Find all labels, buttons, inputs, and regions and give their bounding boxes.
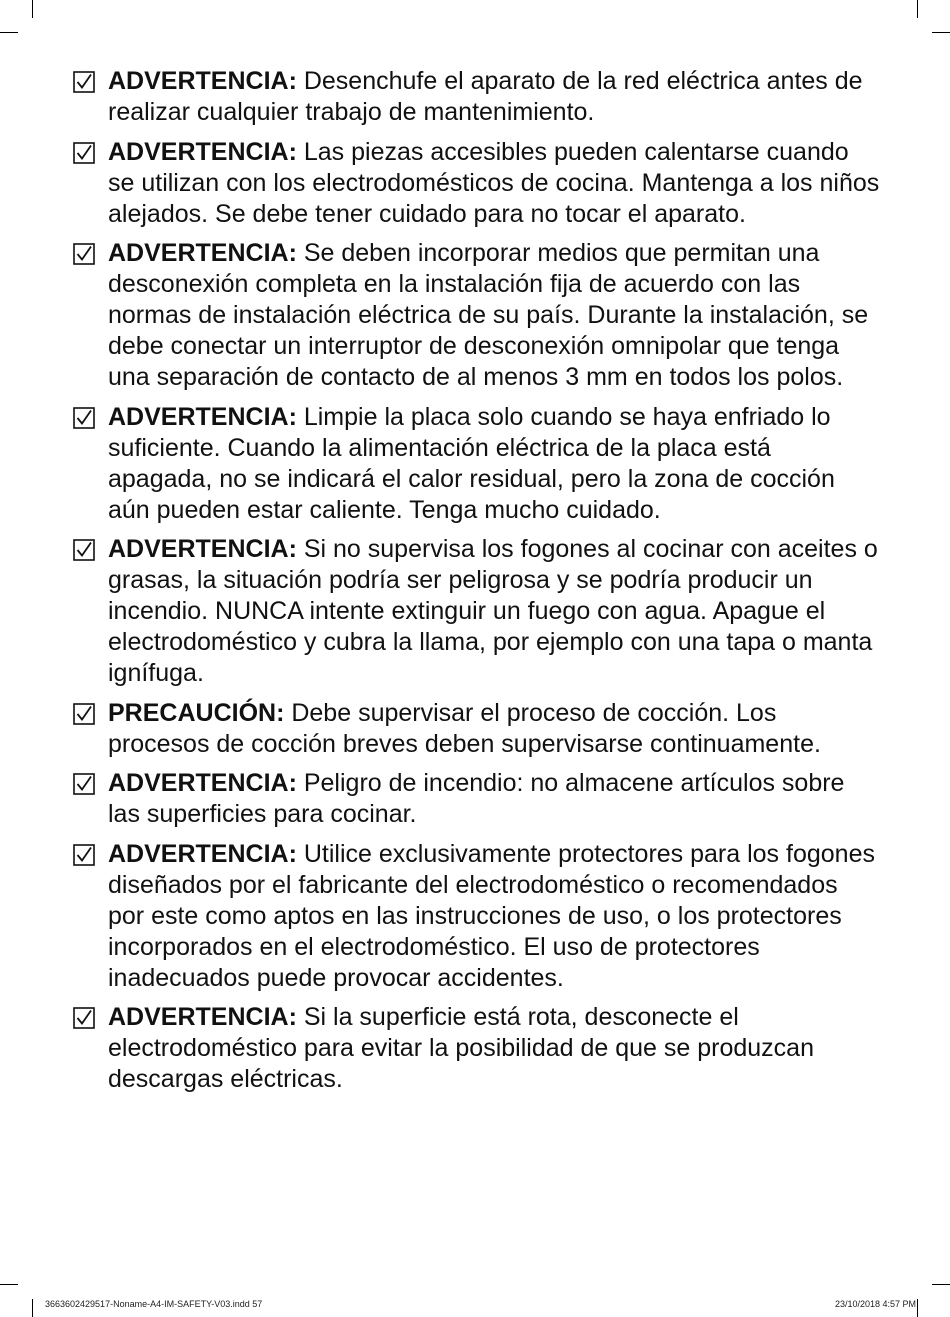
crop-mark-bottom-left-vertical <box>32 1299 33 1317</box>
warning-tag: ADVERTENCIA: <box>108 239 297 267</box>
crop-mark-top-right-vertical <box>917 0 918 18</box>
checked-box-icon <box>73 534 97 565</box>
warning-text: Limpie la placa solo cuando se haya enfriado lo suficiente. Cuando la alimentación eléctrica de la placa está apagada, no se indicará el calor residual, pero la zona de cocción aún pueden estar caliente. Tenga mucho cuidado. <box>108 402 835 524</box>
checked-box-icon <box>73 698 97 729</box>
checked-box-icon <box>73 137 97 168</box>
checked-box-icon <box>73 238 97 269</box>
footer-file-name: 3663602429517-Noname-A4-IM-SAFETY-V03.indd 57 <box>45 1299 263 1309</box>
warning-tag: ADVERTENCIA: <box>108 535 297 563</box>
warning-item <box>0 137 950 230</box>
safety-warnings-list <box>0 66 950 1104</box>
warning-tag: ADVERTENCIA: <box>108 769 297 797</box>
warning-item <box>0 238 950 393</box>
warning-text: Debe supervisar el proceso de cocción. Los procesos de cocción breves deben supervisarse continuamente. <box>108 698 821 758</box>
checked-box-icon <box>73 768 97 799</box>
warning-text: Las piezas accesibles pueden calentarse cuando se utilizan con los electrodomésticos de cocina. Mantenga a los niños alejados. Se debe tener cuidado para no tocar el aparato. <box>108 137 880 228</box>
crop-mark-bottom-right-horizontal <box>932 1284 950 1285</box>
warning-text: Si no supervisa los fogones al cocinar con aceites o grasas, la situación podría ser peligrosa y se podría producir un incendio. NUNCA intente extinguir un fuego con agua. Apague el electrodoméstico y cubra la llama, por ejemplo con una tapa o manta ignífuga. <box>108 535 878 687</box>
checked-box-icon <box>73 66 97 97</box>
crop-mark-bottom-left-horizontal <box>0 1284 18 1285</box>
warning-tag: ADVERTENCIA: <box>108 137 297 166</box>
warning-text: Se deben incorporar medios que permitan una desconexión completa en la instalación fija de acuerdo con las normas de instalación eléctrica de su país. Durante la instalación, se debe conectar un interruptor de desconexión omnipolar que tenga una separación de contacto de al menos 3 mm en todos los polos. <box>108 239 869 391</box>
crop-mark-top-left-vertical <box>32 0 33 18</box>
checked-box-icon <box>73 839 97 870</box>
warning-tag: ADVERTENCIA: <box>108 1003 297 1031</box>
warning-tag: ADVERTENCIA: <box>108 67 297 95</box>
warning-item <box>0 534 950 689</box>
warning-item <box>0 1002 950 1095</box>
warning-item <box>0 402 950 526</box>
footer-date: 23/10/2018 4:57 PM <box>834 1299 916 1309</box>
warning-tag: ADVERTENCIA: <box>108 402 297 431</box>
warning-item <box>0 839 950 994</box>
warning-item <box>0 66 950 128</box>
warning-text: Desenchufe el aparato de la red eléctrica antes de realizar cualquier trabajo de mantenimiento. <box>108 67 863 126</box>
warning-text: Utilice exclusivamente protectores para los fogones diseñados por el fabricante del electrodoméstico o recomendados por este como aptos en las instrucciones de uso, o los protectores incorporados en el electrodoméstico. El uso de protectores inadecuados puede provocar accidentes. <box>108 839 875 992</box>
warning-text: Peligro de incendio: no almacene artículos sobre las superficies para cocinar. <box>108 769 845 828</box>
warning-tag: PRECAUCIÓN: <box>108 698 285 727</box>
checked-box-icon <box>73 1002 97 1033</box>
checked-box-icon <box>73 402 97 433</box>
warning-tag: ADVERTENCIA: <box>108 839 297 868</box>
warning-text: Si la superficie está rota, desconecte el electrodoméstico para evitar la posibilidad de que se produzcan descargas eléctricas. <box>108 1003 814 1093</box>
crop-mark-bottom-right-vertical <box>917 1299 918 1317</box>
crop-mark-top-left-horizontal <box>0 32 18 33</box>
warning-item <box>0 698 950 760</box>
warning-item <box>0 768 950 830</box>
crop-mark-top-right-horizontal <box>932 32 950 33</box>
